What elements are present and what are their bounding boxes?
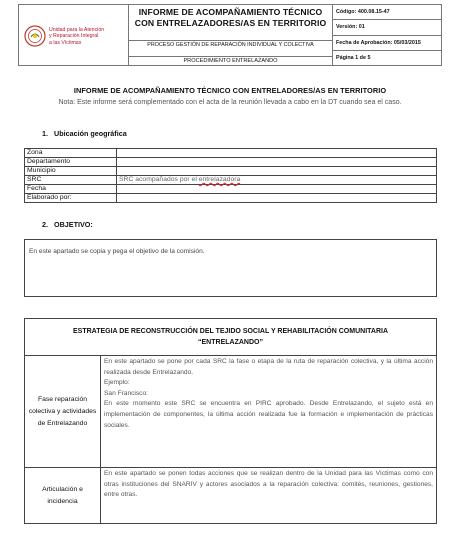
header-approval-date: Fecha de Aprobación: 05/03/2015 xyxy=(333,36,441,51)
header-code: Código: 400.08.15-47 xyxy=(333,5,441,20)
section-2-title: OBJETIVO: xyxy=(54,220,93,229)
text-line: En este apartado se ponen todas acciones que se realizan dentro de la Unidad para las Víctimas como con otras instituciones del SNARIV y actores asociados a la reparación colectiva: comités, reuniones, gestiones, entre otras. xyxy=(104,470,433,499)
document-header xyxy=(18,4,442,66)
table-row xyxy=(25,356,436,468)
objective-box[interactable]: En este apartado se copia y pega el objetivo de la comisión. xyxy=(24,239,437,297)
logo-line-3: a las Víctimas xyxy=(49,39,82,46)
geo-key-municipio: Municipio xyxy=(25,167,117,176)
strategy-row-text[interactable] xyxy=(101,468,436,523)
strategy-title-line-2: “ENTRELAZANDO” xyxy=(198,339,263,346)
text-line: San Francisco: xyxy=(104,389,148,397)
table-row xyxy=(25,185,437,194)
geo-key-departamento: Departamento xyxy=(25,158,117,167)
geo-key-zona: Zona xyxy=(25,149,117,158)
section-1-number: 1. xyxy=(42,129,48,138)
strategy-title-line-1: ESTRATEGIA DE RECONSTRUCCIÓN DEL TEJIDO SOCIAL Y REHABILITACIÓN COMUNITARIA xyxy=(72,328,389,335)
text-line: En este momento este SRC se encuentra en PIRC aprobado. Desde Entrelazando, el sujeto está en implementación de componentes, la última acción realizada fue la formación e implementación de prácticas sociales. xyxy=(104,400,433,429)
geo-key-elaborado: Elaborado por: xyxy=(25,194,117,203)
src-value-underlined: entrelazadora xyxy=(198,176,241,183)
table-row xyxy=(25,158,437,167)
header-page: Página 1 de 5 xyxy=(336,54,371,61)
section-1-heading xyxy=(42,129,127,138)
logo-text xyxy=(49,27,104,46)
table-row xyxy=(25,149,437,158)
table-row xyxy=(25,194,437,203)
strategy-row-label: Fase reparación colectiva y actividades de Entrelazando xyxy=(25,356,101,467)
strategy-row-text[interactable] xyxy=(101,356,436,467)
geo-key-src: SRC xyxy=(25,176,117,185)
strategy-row-label: Articulación e incidencia xyxy=(25,468,101,523)
strategy-header xyxy=(25,319,436,356)
header-middle xyxy=(129,5,333,65)
src-value-prefix: SRC acompañados por el xyxy=(119,176,199,183)
header-process: PROCESO GESTIÓN DE REPARACIÓN INDIVIDUAL Y COLECTIVA xyxy=(129,41,332,57)
geo-value-municipio[interactable] xyxy=(117,167,437,176)
logo-cell xyxy=(19,5,129,65)
document-title: INFORME DE ACOMPAÑAMIENTO TÉCNICO CON ENTRELADORES/AS EN TERRITORIO xyxy=(73,86,387,95)
table-row xyxy=(25,167,437,176)
geo-value-fecha[interactable] xyxy=(117,185,437,194)
text-line: En este apartado se pone por cada SRC la fase o etapa de la ruta de reparación colectiva, y la última acción realizada desde Entrelazando. xyxy=(104,358,433,376)
section-2-number: 2. xyxy=(42,220,48,229)
logo-line-2: y Reparación Integral xyxy=(49,33,99,40)
geo-table xyxy=(24,148,437,203)
section-2-heading xyxy=(42,220,93,229)
table-row xyxy=(25,176,437,185)
geo-value-zona[interactable] xyxy=(117,149,437,158)
section-1-title: Ubicación geográfica xyxy=(54,129,127,138)
logo-line-1: Unidad para la Atención xyxy=(49,27,105,33)
header-title: INFORME DE ACOMPAÑAMIENTO TÉCNICO CON ENTRELAZADORES/AS EN TERRITORIO xyxy=(129,5,332,41)
geo-key-fecha: Fecha xyxy=(25,185,117,194)
header-right xyxy=(333,5,441,65)
header-version: Versión: 01 xyxy=(333,20,441,35)
geo-value-departamento[interactable] xyxy=(117,158,437,167)
geo-value-elaborado[interactable] xyxy=(117,194,437,203)
document-note: Nota: Este informe será complementado con el acta de la reunión llevada a cabo en la DT cuando sea el caso. xyxy=(58,99,402,106)
text-line: Ejemplo: xyxy=(104,379,130,387)
unidad-victimas-logo-icon xyxy=(24,25,46,47)
strategy-table xyxy=(24,318,437,524)
geo-value-src[interactable] xyxy=(117,176,437,185)
header-procedure: PROCEDIMIENTO ENTRELAZANDO xyxy=(183,58,278,64)
table-row xyxy=(25,468,436,523)
